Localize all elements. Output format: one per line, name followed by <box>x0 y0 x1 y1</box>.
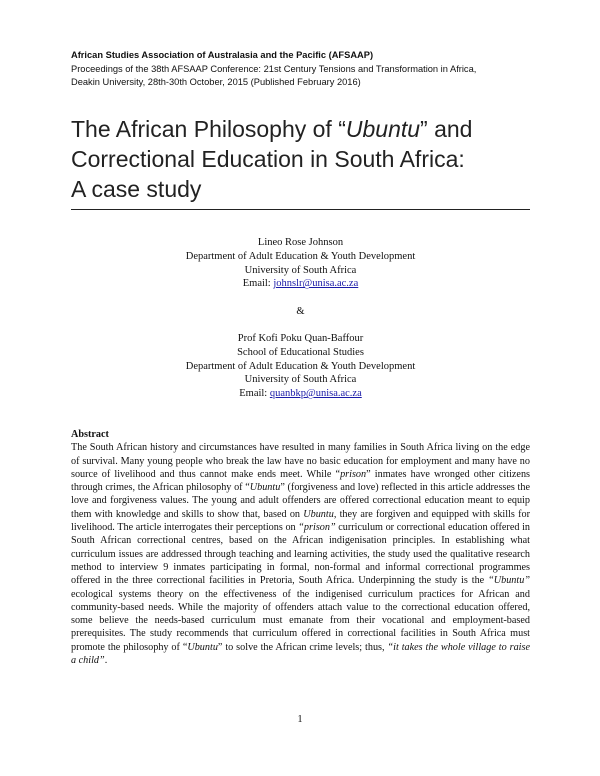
conference-header <box>71 49 476 90</box>
author1-email-link[interactable]: johnslr@unisa.ac.za <box>273 278 359 290</box>
author2-uni: University of South Africa <box>244 374 357 386</box>
title-line2: Correctional Education in South Africa: <box>71 146 465 172</box>
header-proceedings: Proceedings of the 38th AFSAAP Conference: 21st Century Tensions and Transformation in Africa, <box>71 63 477 74</box>
abstract-heading: Abstract <box>71 429 109 440</box>
author-ampersand: & <box>296 305 305 317</box>
author1-email-line <box>71 277 530 291</box>
title-part2: ” and <box>420 116 473 142</box>
abstract-section <box>71 428 530 667</box>
title-italic: Ubuntu <box>345 116 421 142</box>
author2-email-label: Email: <box>239 388 270 400</box>
title-part1: The African Philosophy of “ <box>71 116 346 142</box>
header-org: African Studies Association of Australasia and the Pacific (AFSAAP) <box>71 50 374 60</box>
title-divider <box>71 209 530 210</box>
author2-school: School of Educational Studies <box>237 346 364 358</box>
page-number: 1 <box>297 714 303 725</box>
author2-name: Prof Kofi Poku Quan-Baffour <box>237 332 364 344</box>
author2-dept: Department of Adult Education & Youth Development <box>185 360 416 372</box>
author2-email-line <box>71 387 530 401</box>
author-block <box>71 236 530 401</box>
paper-title <box>71 114 531 204</box>
title-line3: A case study <box>71 176 202 202</box>
abstract-body: The South African history and circumstances have resulted in many families in South Africa living on the edge of survival. Many young people who break the law have no basic education for employment and many have no source of livelihood and thus cannot make ends meet. While “prison” inmates have wronged other citizens through crimes, the African philosophy of “Ubuntu” (forgiveness and love) reflected in this article addresses the love and forgiveness values. The young and adult offenders are offered correctional education meant to equip them with knowledge and skills to show that, based on Ubuntu, they are forgiven and equipped with skills for livelihood. The article interrogates their perceptions on “prison” curriculum or correctional education offered in South African correctional centres, based on the African indigenisation principles. In establishing what curriculum issues are addressed through teaching and learning activities, the study used the qualitative research method to interview 9 inmates participating in formal, non-formal and informal correctional programmes offered in the three correctional facilities in Pretoria, South Africa. Underpinning the study is the “Ubuntu” ecological systems theory on the effectiveness of the indigenised curriculum practices for African and community-based needs. While the majority of offenders attach value to the correctional education offered, some believe the needs-based curriculum must emanate from their vocational and employment-based prerequisites. The study recommends that curriculum offered in correctional facilities in South Africa must promote the philosophy of “Ubuntu” to solve the African crime levels; thus, “it takes the whole village to raise a child”. <box>71 442 531 667</box>
header-venue: Deakin University, 28th-30th October, 2015 (Published February 2016) <box>71 77 361 87</box>
author1-uni: University of South Africa <box>244 264 357 276</box>
author1-name: Lineo Rose Johnson <box>257 237 344 248</box>
author2-email-link[interactable]: quanbkp@unisa.ac.za <box>269 388 362 400</box>
author1-email-label: Email: <box>242 278 274 290</box>
author1-dept: Department of Adult Education & Youth Development <box>185 250 416 262</box>
